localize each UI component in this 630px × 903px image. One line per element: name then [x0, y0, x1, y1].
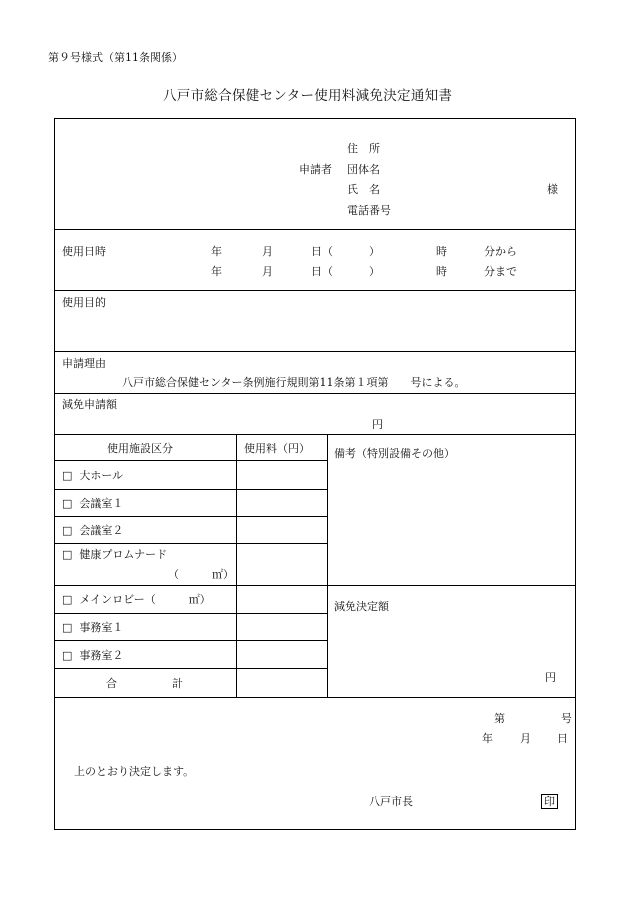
decision-amount-label: 減免決定額 [334, 600, 389, 613]
facility-name: 会議室１ [79, 497, 124, 510]
purpose-label: 使用目的 [62, 296, 106, 309]
notice-number-prefix: 第 [494, 712, 505, 725]
total-label-b: 計 [172, 677, 183, 690]
document-title: 八戸市総合保健センター使用料減免決定通知書 [163, 88, 453, 104]
rule-row-5 [55, 613, 327, 614]
checkbox-icon[interactable]: □ [62, 524, 73, 537]
facility-row-hall [62, 470, 123, 481]
to-month: 月 [262, 265, 273, 278]
signer-title: 八戸市長 [369, 795, 413, 808]
checkbox-icon[interactable]: □ [62, 649, 73, 662]
facility-row-meeting-1 [62, 498, 123, 509]
rule-reason-bottom [55, 393, 575, 394]
group-label: 団体名 [347, 163, 380, 176]
facility-name: 事務室１ [79, 621, 124, 634]
facility-row-promenade [62, 549, 167, 560]
notice-day: 日 [557, 732, 568, 745]
to-minute: 分まで [484, 265, 517, 278]
exemption-request-unit: 円 [372, 418, 383, 431]
rule-col-fee [236, 434, 237, 697]
honorific-sama: 様 [547, 183, 558, 196]
notice-year: 年 [482, 732, 493, 745]
to-day: 日（ [311, 265, 333, 278]
to-hour: 時 [436, 265, 447, 278]
rule-purpose-bottom [55, 351, 575, 352]
exemption-request-label: 減免申請額 [62, 398, 117, 411]
from-year: 年 [211, 245, 222, 258]
checkbox-icon[interactable]: □ [62, 621, 73, 634]
rule-table-bottom [55, 697, 575, 698]
facility-row-main-lobby [62, 594, 211, 605]
reason-label: 申請理由 [62, 357, 106, 370]
form-number: 第９号様式（第11条関係） [48, 51, 183, 64]
facility-name: メインロビー（ ㎡） [79, 593, 211, 606]
checkbox-icon[interactable]: □ [62, 593, 73, 606]
rule-datetime-bottom [55, 290, 575, 291]
name-label: 氏 名 [347, 183, 380, 196]
facility-row-office-2 [62, 650, 123, 661]
from-hour: 時 [436, 245, 447, 258]
rule-row-2 [55, 516, 327, 517]
fee-header: 使用料（円） [244, 442, 310, 455]
facility-name: 事務室２ [79, 649, 124, 662]
from-minute: 分から [484, 245, 517, 258]
checkbox-icon[interactable]: □ [62, 548, 73, 561]
facility-name: 大ホール [79, 469, 124, 482]
facility-name: 会議室２ [79, 524, 124, 537]
rule-row-1 [55, 489, 327, 490]
address-label: 住 所 [347, 142, 380, 155]
checkbox-icon[interactable]: □ [62, 497, 73, 510]
seal-mark: 印 [541, 794, 558, 809]
facility-row-office-1 [62, 622, 123, 633]
rule-row-4 [55, 585, 575, 586]
decision-amount-unit: 円 [545, 671, 556, 684]
from-day: 日（ [311, 245, 333, 258]
applicant-label: 申請者 [299, 163, 332, 176]
rule-applicant-bottom [55, 229, 575, 230]
to-weekday-close: ） [369, 265, 380, 278]
rule-row-3 [55, 543, 327, 544]
rule-col-remarks [327, 434, 328, 697]
from-month: 月 [262, 245, 273, 258]
reason-text: 八戸市総合保健センター条例施行規則第11条第１項第 号による。 [122, 376, 466, 389]
rule-table-header [55, 460, 327, 461]
rule-row-7 [55, 668, 327, 669]
facility-row-meeting-2 [62, 525, 123, 536]
notice-month: 月 [520, 732, 531, 745]
facility-header: 使用施設区分 [107, 442, 173, 455]
notice-number-suffix: 号 [561, 712, 572, 725]
phone-label: 電話番号 [347, 204, 391, 217]
to-year: 年 [211, 265, 222, 278]
decision-statement: 上のとおり決定します。 [74, 765, 195, 778]
promenade-area: （ ㎡） [168, 568, 234, 581]
from-weekday-close: ） [369, 245, 380, 258]
rule-row-6 [55, 640, 327, 641]
facility-name: 健康プロムナード [79, 548, 168, 561]
checkbox-icon[interactable]: □ [62, 469, 73, 482]
total-label-a: 合 [106, 677, 117, 690]
remarks-label: 備考（特別設備その他） [334, 447, 455, 460]
usage-datetime-label: 使用日時 [62, 245, 106, 258]
rule-request-bottom [55, 434, 575, 435]
